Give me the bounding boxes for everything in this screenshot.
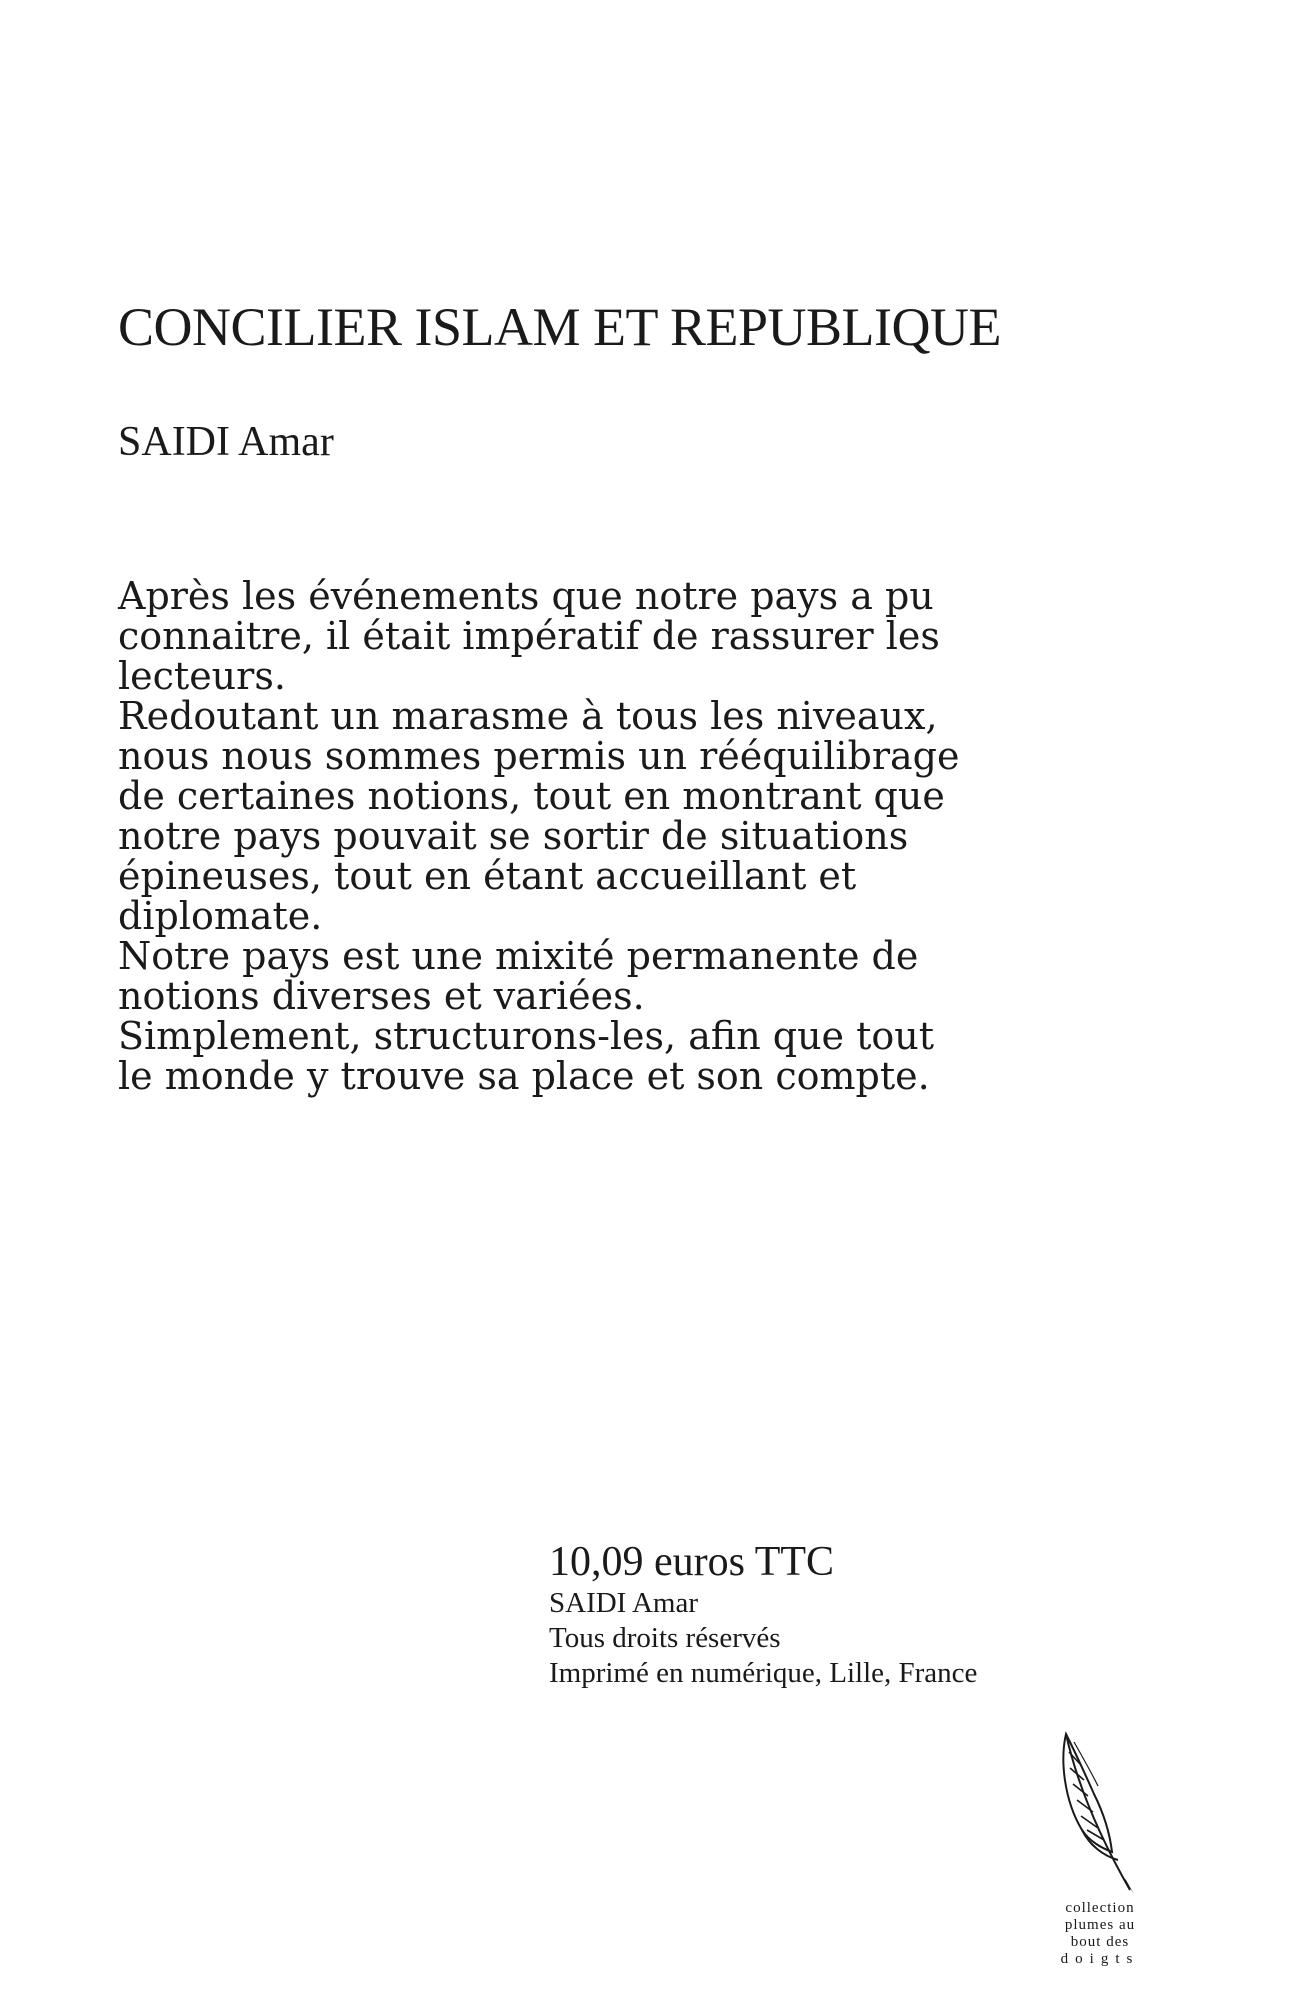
feather-quill-icon (1060, 1730, 1140, 1895)
logo-line: collection (1065, 1900, 1135, 1916)
book-title: CONCILIER ISLAM ET REPUBLIQUE (118, 297, 1001, 357)
logo-line: doigts (1060, 1951, 1140, 1967)
printing-info: Imprimé en numérique, Lille, France (549, 1657, 978, 1689)
summary-paragraph: Après les événements que notre pays a pu connaitre, il était impératif de rassurer les lecteurs. (118, 574, 940, 698)
logo-line: plumes au (1064, 1917, 1136, 1933)
summary-paragraph: Simplement, structurons-les, afin que tout le monde y trouve sa place et son compte. (118, 1014, 935, 1098)
summary-paragraph: Notre pays est une mixité permanente de notions diverses et variées. (118, 934, 919, 1018)
collection-logo (1040, 1730, 1150, 1980)
logo-line: bout des (1070, 1934, 1130, 1950)
colophon-author: SAIDI Amar (549, 1587, 699, 1619)
collection-name (1050, 1900, 1150, 1968)
price: 10,09 euros TTC (549, 1539, 835, 1585)
rights-notice: Tous droits réservés (549, 1622, 781, 1654)
colophon (549, 1538, 977, 1691)
book-author: SAIDI Amar (118, 419, 334, 465)
book-summary (118, 576, 968, 1096)
summary-paragraph: Redoutant un marasme à tous les niveaux, nous nous sommes permis un rééquilibrage de certaines notions, tout en montrant que notre pays pouvait se sortir de situations épineuses, tout en étant accueillant et diplomate. (118, 694, 960, 938)
